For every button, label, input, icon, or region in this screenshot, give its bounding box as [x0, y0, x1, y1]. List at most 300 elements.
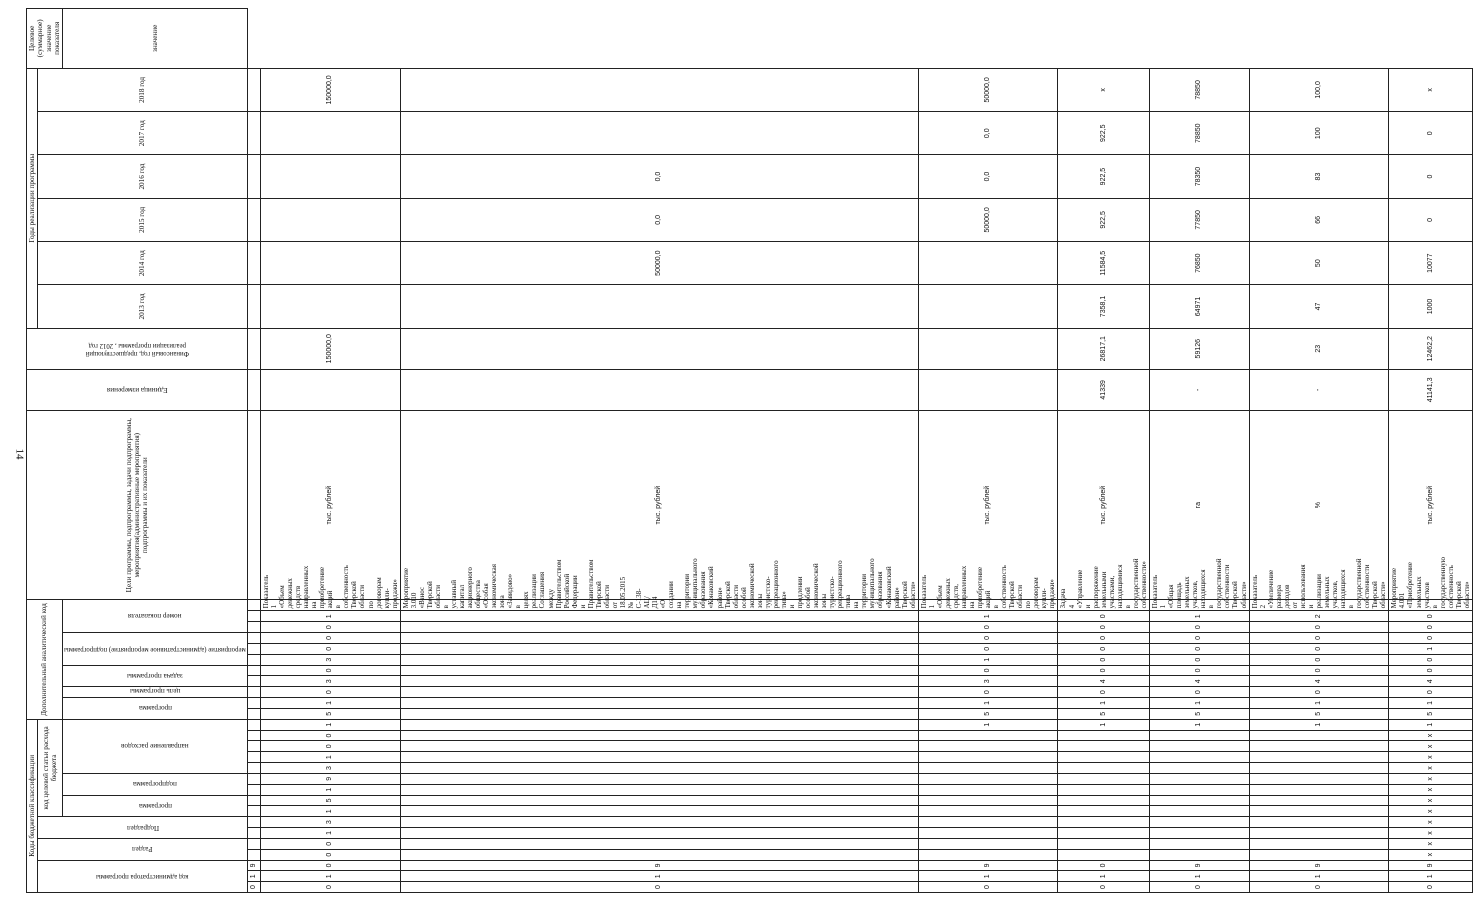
table-cell: 3: [260, 654, 400, 665]
program-table: [26, 8, 1473, 893]
prev-year-header: Финансовый год, предшествующий реализации программы , 2012 год: [27, 328, 248, 369]
table-cell: [1150, 784, 1250, 795]
table-cell: [1249, 773, 1389, 784]
subsection-header: Подраздел: [38, 817, 248, 839]
table-cell: 1: [918, 719, 1058, 730]
years-header: Годы реализации программы: [27, 68, 38, 328]
table-cell: [247, 622, 260, 633]
year-2018: 2018 год: [38, 68, 248, 111]
table-cell: 1: [1058, 871, 1150, 882]
target-article-header: код целевой статьи расхода бюджета: [38, 719, 63, 817]
table-cell: 922,5: [1058, 198, 1150, 241]
table-cell: 9: [1389, 860, 1472, 871]
table-cell: [918, 817, 1058, 828]
year-2013: 2013 год: [38, 285, 248, 328]
table-cell: 0: [260, 860, 400, 871]
table-cell: 77850: [1150, 198, 1250, 241]
table-row: [918, 9, 1058, 893]
table-cell: 1: [260, 828, 400, 839]
table-cell: 0: [260, 665, 400, 676]
table-cell: 78350: [1150, 155, 1250, 198]
table-cell: 1: [1058, 698, 1150, 709]
table-cell: [247, 752, 260, 763]
table-cell: 0,0: [918, 112, 1058, 155]
table-cell: x: [1389, 741, 1472, 752]
rotated-table-page: [26, 8, 1471, 893]
table-cell: 0: [260, 741, 400, 752]
table-cell: 76850: [1150, 242, 1250, 285]
table-cell: 47: [1249, 285, 1389, 328]
table-cell: 41141,3: [1389, 369, 1472, 410]
table-cell: тыс. рублей: [918, 410, 1058, 600]
table-cell: [400, 752, 918, 763]
table-cell: [1150, 773, 1250, 784]
table-cell: [400, 611, 918, 622]
table-cell: [247, 806, 260, 817]
table-cell: [247, 730, 260, 741]
table-cell: [247, 676, 260, 687]
table-cell: [247, 719, 260, 730]
table-cell: [247, 328, 260, 369]
table-cell: 78850: [1150, 68, 1250, 111]
table-cell: [400, 708, 918, 719]
table-cell: 0: [247, 882, 260, 893]
table-cell: 2: [1249, 611, 1389, 622]
table-cell: 0: [1389, 882, 1472, 893]
table-cell: x: [1058, 68, 1150, 111]
table-cell: [260, 112, 400, 155]
table-cell: 5: [260, 708, 400, 719]
table-cell: [247, 198, 260, 241]
table-cell: [247, 795, 260, 806]
unit-header: Единица измерения: [27, 369, 248, 410]
table-cell: [1058, 828, 1150, 839]
subprogram-subheader: подпрограмма: [63, 773, 248, 795]
table-cell: 0: [1150, 882, 1250, 893]
table-cell: 150000,0: [260, 68, 400, 111]
table-cell: 0: [1058, 633, 1150, 644]
table-cell: Показатель 1 «Объем денежных средств направленных на приобретение акций в собственность Тверской области по договорам купли-продажи»: [260, 600, 400, 611]
table-cell: [400, 654, 918, 665]
table-cell: 100: [1249, 112, 1389, 155]
table-cell: 0: [918, 665, 1058, 676]
table-cell: 50000,0: [918, 68, 1058, 111]
table-cell: [918, 784, 1058, 795]
table-cell: 1: [1389, 698, 1472, 709]
table-cell: [400, 763, 918, 774]
table-cell: 0: [1389, 633, 1472, 644]
table-cell: тыс. рублей: [260, 410, 400, 600]
table-cell: [1249, 752, 1389, 763]
table-cell: 0: [918, 622, 1058, 633]
table-cell: 0: [1058, 611, 1150, 622]
table-cell: 1: [1150, 611, 1250, 622]
table-cell: [1058, 849, 1150, 860]
table-cell: [1058, 741, 1150, 752]
table-cell: x: [1389, 763, 1472, 774]
year-2014: 2014 год: [38, 242, 248, 285]
table-cell: 7358,1: [1058, 285, 1150, 328]
table-cell: [1249, 763, 1389, 774]
table-cell: 50000,0: [400, 242, 918, 285]
table-cell: 1: [260, 752, 400, 763]
budget-codes-header: Коды бюджетной классификации: [27, 719, 38, 892]
table-cell: [247, 773, 260, 784]
table-cell: x: [1389, 730, 1472, 741]
table-cell: [247, 654, 260, 665]
table-cell: 10077: [1389, 242, 1472, 285]
table-cell: 4: [1150, 676, 1250, 687]
table-cell: [1058, 730, 1150, 741]
table-cell: [247, 828, 260, 839]
table-cell: 5: [1058, 708, 1150, 719]
table-cell: 922,5: [1058, 112, 1150, 155]
table-cell: -: [1150, 369, 1250, 410]
table-cell: [1249, 817, 1389, 828]
table-cell: [400, 665, 918, 676]
table-cell: [247, 369, 260, 410]
table-cell: [1150, 838, 1250, 849]
ex-program-subheader: программа: [63, 698, 248, 720]
table-cell: [1249, 730, 1389, 741]
table-cell: 0: [918, 687, 1058, 698]
table-cell: [260, 242, 400, 285]
table-cell: 9: [247, 860, 260, 871]
table-cell: [1150, 828, 1250, 839]
table-cell: [400, 328, 918, 369]
table-cell: [247, 838, 260, 849]
table-cell: 150000,0: [260, 328, 400, 369]
table-cell: Мероприятие 3.010 «Взнос Тверской области в уставный капитал акционерного общества «Особая экономическая зона «Завидово» в целях реализации Соглашения между Правительством Российской Федерации и Правительством Тверской области от 18.05.2015 № С-138-АЦ/Д14 «О создании на территории муниципального образования «Конаковский район» Тверской области особой экономической зоны туристско-рекреационного типа» и продлении особой экономической зоны туристско-рекреационного типа на территории муниципального образования «Конаковский район» Тверской области»: [400, 600, 918, 611]
table-cell: 0: [1150, 622, 1250, 633]
table-cell: x: [1389, 784, 1472, 795]
table-cell: 1: [1058, 719, 1150, 730]
table-cell: [400, 795, 918, 806]
table-cell: [247, 784, 260, 795]
table-cell: %: [1249, 410, 1389, 600]
table-cell: [1249, 784, 1389, 795]
table-cell: [247, 698, 260, 709]
table-cell: [400, 676, 918, 687]
table-cell: 50000,0: [918, 198, 1058, 241]
table-cell: [400, 730, 918, 741]
table-cell: 83: [1249, 155, 1389, 198]
table-cell: [400, 68, 918, 111]
table-cell: [400, 849, 918, 860]
table-cell: [400, 643, 918, 654]
table-cell: [1249, 795, 1389, 806]
table-cell: [247, 285, 260, 328]
table-row: [1058, 9, 1150, 893]
table-cell: 9: [400, 860, 918, 871]
table-cell: 0: [260, 622, 400, 633]
table-cell: [1150, 741, 1250, 752]
table-cell: 0,0: [918, 155, 1058, 198]
table-cell: 3: [918, 676, 1058, 687]
table-cell: [400, 698, 918, 709]
table-cell: [247, 68, 260, 111]
table-cell: [1058, 773, 1150, 784]
table-cell: x: [1389, 68, 1472, 111]
table-row: [260, 9, 400, 893]
table-cell: [247, 708, 260, 719]
table-cell: 0: [1150, 687, 1250, 698]
table-cell: 1: [1249, 698, 1389, 709]
table-cell: 66: [1249, 198, 1389, 241]
table-cell: 26817,1: [1058, 328, 1150, 369]
table-cell: 0: [1249, 654, 1389, 665]
table-cell: 1: [1150, 698, 1250, 709]
table-cell: 50: [1249, 242, 1389, 285]
table-cell: [1058, 752, 1150, 763]
table-cell: [400, 633, 918, 644]
table-cell: 100,0: [1249, 68, 1389, 111]
table-cell: [1150, 817, 1250, 828]
table-cell: [400, 687, 918, 698]
table-cell: [400, 369, 918, 410]
table-row: [1249, 9, 1389, 893]
table-cell: [1150, 730, 1250, 741]
table-cell: 1: [918, 698, 1058, 709]
table-cell: [247, 633, 260, 644]
table-cell: [918, 838, 1058, 849]
table-cell: [918, 741, 1058, 752]
table-cell: 0: [1389, 665, 1472, 676]
table-cell: [400, 806, 918, 817]
table-cell: 922,5: [1058, 155, 1150, 198]
table-row: [1150, 9, 1250, 893]
table-cell: 0,0: [400, 155, 918, 198]
table-cell: [918, 849, 1058, 860]
table-cell: x: [1389, 752, 1472, 763]
table-cell: [247, 155, 260, 198]
year-2016: 2016 год: [38, 155, 248, 198]
table-cell: 1: [260, 806, 400, 817]
table-cell: 0: [1150, 665, 1250, 676]
table-cell: 0: [1058, 622, 1150, 633]
table-cell: 1: [1249, 719, 1389, 730]
table-cell: 0: [1389, 687, 1472, 698]
table-cell: [1150, 849, 1250, 860]
table-cell: 5: [260, 795, 400, 806]
table-cell: [1249, 838, 1389, 849]
table-cell: 59126: [1150, 328, 1250, 369]
table-cell: [918, 730, 1058, 741]
table-cell: тыс. рублей: [1058, 410, 1150, 600]
table-cell: 0: [1389, 155, 1472, 198]
table-cell: 0,0: [400, 198, 918, 241]
table-row: [247, 9, 260, 893]
table-cell: 1: [918, 871, 1058, 882]
table-cell: [918, 242, 1058, 285]
table-cell: 0: [260, 687, 400, 698]
table-cell: 1: [1249, 871, 1389, 882]
table-cell: 3: [260, 763, 400, 774]
table-cell: 1: [918, 654, 1058, 665]
table-cell: [918, 828, 1058, 839]
table-cell: 1: [260, 784, 400, 795]
table-cell: x: [1389, 773, 1472, 784]
section-header: Раздел: [38, 838, 248, 860]
table-cell: 0: [1150, 643, 1250, 654]
table-cell: 0: [1058, 882, 1150, 893]
table-cell: [260, 285, 400, 328]
table-cell: 4: [1058, 676, 1150, 687]
table-cell: тыс. рублей: [400, 410, 918, 600]
table-cell: 0: [260, 849, 400, 860]
table-cell: [918, 328, 1058, 369]
table-cell: Показатель 1 «Общая площадь земельных участков, находящихся в государственной собственности Тверской области»: [1150, 600, 1250, 611]
table-cell: [247, 410, 260, 600]
table-cell: 1: [260, 719, 400, 730]
table-cell: x: [1389, 828, 1472, 839]
table-cell: 0: [1389, 611, 1472, 622]
table-cell: Задача 4 «Управление и распоряжение земельными участками, находящимися в государственной собственности»: [1058, 600, 1150, 611]
table-cell: 0: [1249, 882, 1389, 893]
table-cell: 0: [1058, 654, 1150, 665]
table-cell: [247, 849, 260, 860]
admin-code-header: код администратора программы: [38, 860, 248, 892]
table-cell: [247, 763, 260, 774]
table-cell: [400, 838, 918, 849]
table-cell: [400, 112, 918, 155]
table-cell: [1058, 784, 1150, 795]
table-cell: [400, 773, 918, 784]
direction-subheader: направление расходов: [63, 719, 248, 773]
table-cell: 0: [1058, 687, 1150, 698]
table-cell: 0: [1389, 112, 1472, 155]
table-cell: 4: [1249, 676, 1389, 687]
table-cell: [1249, 806, 1389, 817]
table-cell: 1: [1389, 871, 1472, 882]
ex-indicator-subheader: номер показателя: [63, 600, 248, 633]
table-cell: 0: [1249, 622, 1389, 633]
table-cell: 1000: [1389, 285, 1472, 328]
table-cell: 9: [918, 860, 1058, 871]
table-cell: [247, 741, 260, 752]
table-cell: [918, 806, 1058, 817]
table-cell: [1249, 741, 1389, 752]
table-cell: 1: [1150, 871, 1250, 882]
table-cell: 0: [1389, 198, 1472, 241]
table-cell: [247, 600, 260, 611]
table-cell: [260, 369, 400, 410]
table-cell: 23: [1249, 328, 1389, 369]
table-cell: 0: [1249, 633, 1389, 644]
table-cell: Показатель 1 «Объем денежных средств, направленных на приобретение акций в собственность Тверской области по договорам купли-продажи»: [918, 600, 1058, 611]
table-cell: 78850: [1150, 112, 1250, 155]
table-cell: 0: [918, 643, 1058, 654]
table-cell: [400, 784, 918, 795]
extra-code-header: Дополнительный аналитический код: [27, 600, 63, 719]
table-cell: 1: [1389, 719, 1472, 730]
table-cell: 9: [260, 773, 400, 784]
table-cell: [918, 752, 1058, 763]
table-cell: 0: [1058, 643, 1150, 654]
table-cell: 0: [400, 882, 918, 893]
table-cell: [247, 112, 260, 155]
table-cell: 0: [260, 882, 400, 893]
table-cell: 41339: [1058, 369, 1150, 410]
table-cell: [1058, 763, 1150, 774]
table-cell: 0: [1150, 654, 1250, 665]
table-cell: [400, 622, 918, 633]
table-cell: [918, 773, 1058, 784]
table-cell: [918, 285, 1058, 328]
table-cell: 11584,5: [1058, 242, 1150, 285]
ex-admin-measure-subheader: мероприятие (административное мероприятие) подпрограммы: [63, 633, 248, 665]
table-cell: 4: [1389, 676, 1472, 687]
table-cell: Мероприятие 4.001 «Приобретение земельных участков в государственную собственность Тверской области»: [1389, 600, 1472, 611]
table-cell: 12462,2: [1389, 328, 1472, 369]
table-cell: -: [1249, 369, 1389, 410]
table-cell: 5: [1389, 708, 1472, 719]
table-cell: [400, 719, 918, 730]
table-cell: [400, 285, 918, 328]
table-cell: [918, 763, 1058, 774]
table-cell: 0: [1249, 665, 1389, 676]
table-cell: 0: [918, 633, 1058, 644]
table-cell: [247, 687, 260, 698]
table-cell: [1150, 795, 1250, 806]
table-cell: x: [1389, 849, 1472, 860]
table-cell: 0: [1058, 860, 1150, 871]
names-header: Цели программы, подпрограммы, задачи подпрограммы, мероприятия(административные мероприятия) подпрограммы и их показатели: [27, 410, 248, 600]
table-cell: 0: [260, 643, 400, 654]
table-cell: 0: [1389, 654, 1472, 665]
ex-task-subheader: задача программы: [63, 665, 248, 687]
table-cell: 5: [1150, 708, 1250, 719]
table-row: [1389, 9, 1472, 893]
table-cell: 5: [918, 708, 1058, 719]
target-header: Целевое (суммарное) значение показателя: [27, 9, 63, 69]
table-cell: 0: [918, 882, 1058, 893]
program-subheader: программа: [63, 795, 248, 817]
table-cell: [1058, 795, 1150, 806]
table-cell: [260, 198, 400, 241]
table-cell: 1: [247, 871, 260, 882]
table-cell: [918, 795, 1058, 806]
table-cell: 0: [1150, 633, 1250, 644]
table-cell: 0: [1249, 643, 1389, 654]
target-value-subheader: значение: [63, 9, 248, 69]
table-cell: 1: [260, 871, 400, 882]
table-cell: 0: [260, 633, 400, 644]
table-cell: [247, 611, 260, 622]
table-cell: 1: [400, 871, 918, 882]
table-cell: 1: [1150, 719, 1250, 730]
table-cell: [1249, 849, 1389, 860]
table-cell: 1: [1389, 643, 1472, 654]
table-cell: Показатель 2 «Увеличение размера доходов от использования и реализации земельных участков, находящихся в государственной собственности Тверской области»: [1249, 600, 1389, 611]
page-number: 14: [13, 448, 26, 460]
table-cell: га: [1150, 410, 1250, 600]
table-cell: [247, 242, 260, 285]
table-cell: [1249, 828, 1389, 839]
table-cell: [247, 665, 260, 676]
table-cell: 64971: [1150, 285, 1250, 328]
table-cell: 0: [260, 838, 400, 849]
table-cell: x: [1389, 806, 1472, 817]
table-row: [400, 9, 918, 893]
table-cell: [1150, 763, 1250, 774]
table-cell: 3: [260, 817, 400, 828]
table-cell: [247, 817, 260, 828]
table-cell: [260, 155, 400, 198]
table-cell: [1058, 838, 1150, 849]
table-cell: тыс. рублей: [1389, 410, 1472, 600]
table-cell: 9: [1249, 860, 1389, 871]
